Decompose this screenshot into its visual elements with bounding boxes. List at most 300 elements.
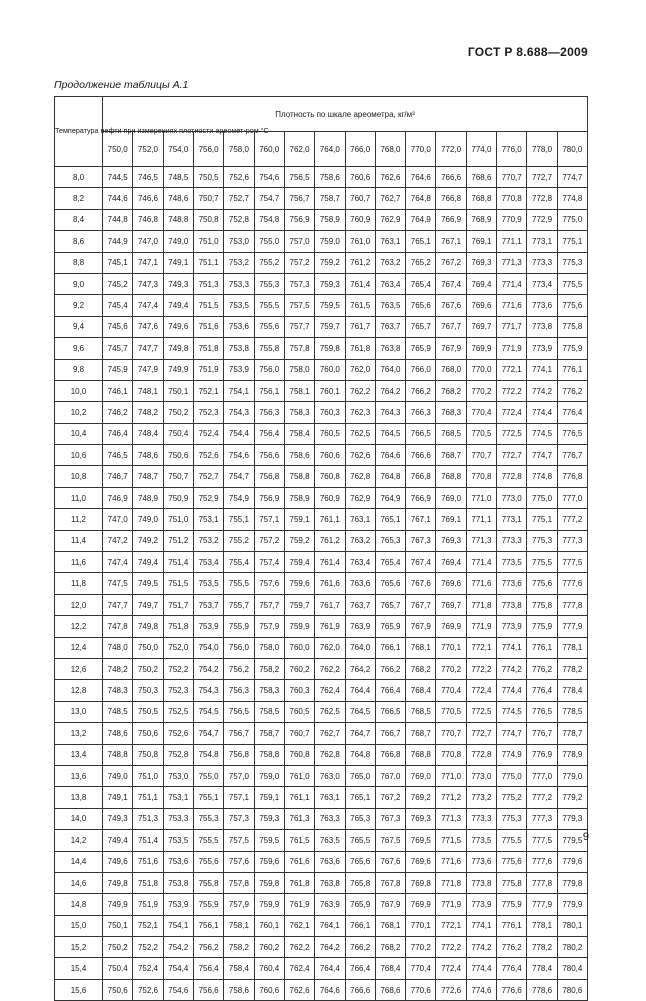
density-cell: 749,4 xyxy=(103,830,133,851)
density-cell: 774,1 xyxy=(466,915,496,936)
density-cell: 747,9 xyxy=(133,359,163,380)
density-cell: 753,1 xyxy=(163,787,193,808)
density-cell: 762,9 xyxy=(375,209,405,230)
density-cell: 767,9 xyxy=(375,894,405,915)
density-cell: 752,9 xyxy=(193,487,223,508)
density-cell: 771,5 xyxy=(436,830,466,851)
density-cell: 767,1 xyxy=(436,231,466,252)
density-cell: 774,4 xyxy=(527,402,557,423)
column-header: 778,0 xyxy=(527,132,557,167)
temperature-cell: 13,6 xyxy=(55,765,103,786)
density-cell: 762,7 xyxy=(315,723,345,744)
density-cell: 754,9 xyxy=(224,487,254,508)
density-cell: 747,3 xyxy=(133,273,163,294)
density-cell: 774,5 xyxy=(497,701,527,722)
density-cell: 754,3 xyxy=(193,680,223,701)
density-cell: 759,9 xyxy=(284,616,314,637)
density-cell: 751,6 xyxy=(193,316,223,337)
density-cell: 744,6 xyxy=(103,188,133,209)
density-cell: 751,1 xyxy=(193,252,223,273)
density-cell: 770,2 xyxy=(466,380,496,401)
density-cell: 768,9 xyxy=(466,209,496,230)
density-cell: 777,9 xyxy=(557,616,587,637)
density-cell: 753,6 xyxy=(224,316,254,337)
density-cell: 763,5 xyxy=(375,295,405,316)
density-cell: 780,6 xyxy=(557,979,587,1000)
density-cell: 753,8 xyxy=(224,338,254,359)
density-cell: 752,1 xyxy=(193,380,223,401)
density-cell: 760,9 xyxy=(315,487,345,508)
table-row xyxy=(55,316,588,337)
temperature-cell: 10,0 xyxy=(55,380,103,401)
density-cell: 762,0 xyxy=(315,637,345,658)
density-cell: 766,6 xyxy=(406,445,436,466)
density-cell: 772,2 xyxy=(466,658,496,679)
density-cell: 754,6 xyxy=(224,445,254,466)
density-cell: 763,9 xyxy=(345,616,375,637)
density-cell: 747,7 xyxy=(133,338,163,359)
density-cell: 748,2 xyxy=(103,658,133,679)
density-cell: 767,6 xyxy=(436,295,466,316)
density-cell: 747,7 xyxy=(103,594,133,615)
density-cell: 752,0 xyxy=(163,637,193,658)
header-row-columns xyxy=(55,132,588,167)
density-cell: 757,8 xyxy=(224,872,254,893)
density-cell: 751,9 xyxy=(133,894,163,915)
density-cell: 771,9 xyxy=(466,616,496,637)
density-cell: 756,2 xyxy=(224,658,254,679)
density-cell: 757,5 xyxy=(284,295,314,316)
density-cell: 768,7 xyxy=(436,445,466,466)
density-cell: 750,0 xyxy=(133,637,163,658)
density-cell: 751,4 xyxy=(163,552,193,573)
density-cell: 756,8 xyxy=(224,744,254,765)
density-cell: 778,4 xyxy=(527,958,557,979)
density-cell: 768,2 xyxy=(375,937,405,958)
density-cell: 777,5 xyxy=(527,830,557,851)
density-cell: 768,6 xyxy=(466,167,496,188)
table-row xyxy=(55,231,588,252)
density-cell: 745,4 xyxy=(103,295,133,316)
column-header: 780,0 xyxy=(557,132,587,167)
temperature-cell: 9,2 xyxy=(55,295,103,316)
density-cell: 756,5 xyxy=(224,701,254,722)
density-cell: 768,8 xyxy=(406,744,436,765)
density-cell: 759,9 xyxy=(254,894,284,915)
density-cell: 760,5 xyxy=(315,423,345,444)
table-row xyxy=(55,466,588,487)
temperature-cell: 8,0 xyxy=(55,167,103,188)
density-cell: 758,4 xyxy=(284,423,314,444)
density-cell: 746,5 xyxy=(103,445,133,466)
density-cell: 751,0 xyxy=(133,765,163,786)
density-cell: 773,9 xyxy=(466,894,496,915)
density-cell: 773,6 xyxy=(527,295,557,316)
table-row xyxy=(55,744,588,765)
density-cell: 764,7 xyxy=(345,723,375,744)
density-cell: 762,8 xyxy=(345,466,375,487)
density-cell: 749,2 xyxy=(133,530,163,551)
density-cell: 753,6 xyxy=(163,851,193,872)
density-cell: 761,4 xyxy=(345,273,375,294)
temperature-cell: 15,6 xyxy=(55,979,103,1000)
density-cell: 758,6 xyxy=(224,979,254,1000)
density-cell: 774,8 xyxy=(557,188,587,209)
density-cell: 763,6 xyxy=(315,851,345,872)
temperature-cell: 12,4 xyxy=(55,637,103,658)
density-cell: 756,1 xyxy=(193,915,223,936)
density-cell: 772,1 xyxy=(466,637,496,658)
density-cell: 764,6 xyxy=(315,979,345,1000)
density-cell: 775,6 xyxy=(557,295,587,316)
density-cell: 770,5 xyxy=(436,701,466,722)
density-cell: 749,8 xyxy=(133,616,163,637)
temperature-cell: 14,6 xyxy=(55,872,103,893)
density-cell: 764,3 xyxy=(375,402,405,423)
density-cell: 746,5 xyxy=(133,167,163,188)
density-cell: 766,8 xyxy=(406,466,436,487)
density-cell: 774,5 xyxy=(527,423,557,444)
density-cell: 763,4 xyxy=(345,552,375,573)
density-cell: 753,3 xyxy=(163,808,193,829)
density-cell: 759,5 xyxy=(315,295,345,316)
density-cell: 775,9 xyxy=(527,616,557,637)
density-cell: 762,9 xyxy=(345,487,375,508)
density-cell: 754,8 xyxy=(254,209,284,230)
density-cell: 769,1 xyxy=(466,231,496,252)
density-cell: 770,7 xyxy=(497,167,527,188)
density-cell: 775,1 xyxy=(527,509,557,530)
density-cell: 756,7 xyxy=(284,188,314,209)
temperature-cell: 14,2 xyxy=(55,830,103,851)
density-cell: 751,3 xyxy=(193,273,223,294)
density-cell: 747,8 xyxy=(103,616,133,637)
temperature-cell: 10,4 xyxy=(55,423,103,444)
density-cell: 774,8 xyxy=(527,466,557,487)
density-cell: 757,7 xyxy=(284,316,314,337)
density-cell: 771,6 xyxy=(436,851,466,872)
density-cell: 772,2 xyxy=(436,937,466,958)
density-cell: 770,8 xyxy=(497,188,527,209)
density-cell: 761,8 xyxy=(284,872,314,893)
density-cell: 773,6 xyxy=(497,573,527,594)
density-cell: 750,6 xyxy=(133,723,163,744)
density-cell: 769,0 xyxy=(436,487,466,508)
density-cell: 758,9 xyxy=(315,209,345,230)
density-cell: 750,6 xyxy=(163,445,193,466)
table-body xyxy=(55,167,588,1001)
density-cell: 746,2 xyxy=(103,402,133,423)
table-row xyxy=(55,552,588,573)
density-cell: 776,1 xyxy=(497,915,527,936)
density-cell: 757,7 xyxy=(254,594,284,615)
density-cell: 748,4 xyxy=(133,423,163,444)
density-cell: 758,9 xyxy=(284,487,314,508)
density-cell: 773,3 xyxy=(466,808,496,829)
density-cell: 774,7 xyxy=(497,723,527,744)
temperature-cell: 9,0 xyxy=(55,273,103,294)
density-cell: 763,8 xyxy=(315,872,345,893)
density-cell: 778,9 xyxy=(557,744,587,765)
density-cell: 773,8 xyxy=(497,594,527,615)
density-cell: 778,5 xyxy=(557,701,587,722)
density-cell: 772,6 xyxy=(436,979,466,1000)
density-cell: 760,1 xyxy=(315,380,345,401)
table-row xyxy=(55,830,588,851)
density-cell: 774,7 xyxy=(527,445,557,466)
density-cell: 762,4 xyxy=(284,958,314,979)
density-cell: 766,0 xyxy=(406,359,436,380)
density-cell: 758,7 xyxy=(254,723,284,744)
density-cell: 749,7 xyxy=(133,594,163,615)
density-cell: 759,3 xyxy=(254,808,284,829)
density-cell: 761,1 xyxy=(284,787,314,808)
density-cell: 760,2 xyxy=(254,937,284,958)
density-cell: 767,9 xyxy=(436,338,466,359)
density-cell: 771,9 xyxy=(436,894,466,915)
density-cell: 765,9 xyxy=(406,338,436,359)
density-cell: 775,5 xyxy=(527,552,557,573)
density-cell: 770,8 xyxy=(466,466,496,487)
density-cell: 765,6 xyxy=(345,851,375,872)
density-cell: 758,1 xyxy=(224,915,254,936)
column-header: 772,0 xyxy=(436,132,466,167)
density-cell: 763,3 xyxy=(315,808,345,829)
density-cell: 764,0 xyxy=(345,637,375,658)
density-cell: 758,0 xyxy=(284,359,314,380)
density-cell: 757,8 xyxy=(284,338,314,359)
density-cell: 764,2 xyxy=(345,658,375,679)
density-cell: 748,5 xyxy=(103,701,133,722)
density-cell: 760,9 xyxy=(345,209,375,230)
density-cell: 746,9 xyxy=(103,487,133,508)
density-cell: 775,2 xyxy=(497,787,527,808)
density-cell: 749,6 xyxy=(163,316,193,337)
density-cell: 767,7 xyxy=(436,316,466,337)
density-cell: 748,7 xyxy=(133,466,163,487)
density-cell: 752,3 xyxy=(193,402,223,423)
density-cell: 746,6 xyxy=(133,188,163,209)
density-cell: 747,5 xyxy=(103,573,133,594)
density-cell: 764,5 xyxy=(375,423,405,444)
density-cell: 755,5 xyxy=(254,295,284,316)
density-cell: 748,6 xyxy=(103,723,133,744)
density-cell: 768,6 xyxy=(375,979,405,1000)
density-cell: 772,1 xyxy=(497,359,527,380)
density-cell: 777,8 xyxy=(557,594,587,615)
density-cell: 764,9 xyxy=(375,487,405,508)
density-cell: 761,0 xyxy=(345,231,375,252)
density-cell: 778,6 xyxy=(527,979,557,1000)
density-cell: 772,5 xyxy=(466,701,496,722)
density-cell: 769,7 xyxy=(466,316,496,337)
table-row xyxy=(55,530,588,551)
density-cell: 748,9 xyxy=(133,487,163,508)
table-row xyxy=(55,445,588,466)
table-row xyxy=(55,273,588,294)
density-cell: 756,3 xyxy=(254,402,284,423)
density-cell: 749,4 xyxy=(163,295,193,316)
table-row xyxy=(55,487,588,508)
density-cell: 761,8 xyxy=(345,338,375,359)
density-cell: 765,4 xyxy=(406,273,436,294)
density-cell: 773,8 xyxy=(466,872,496,893)
table-row xyxy=(55,872,588,893)
density-cell: 771,3 xyxy=(436,808,466,829)
density-cell: 760,5 xyxy=(284,701,314,722)
density-cell: 778,1 xyxy=(527,915,557,936)
density-cell: 777,6 xyxy=(527,851,557,872)
density-cell: 751,9 xyxy=(193,359,223,380)
density-cell: 780,2 xyxy=(557,937,587,958)
density-cell: 757,4 xyxy=(254,552,284,573)
density-cell: 747,6 xyxy=(133,316,163,337)
density-cell: 768,5 xyxy=(406,701,436,722)
density-cell: 753,1 xyxy=(193,509,223,530)
density-cell: 772,8 xyxy=(527,188,557,209)
density-cell: 753,8 xyxy=(163,872,193,893)
density-cell: 763,7 xyxy=(345,594,375,615)
table-row xyxy=(55,637,588,658)
density-cell: 775,8 xyxy=(527,594,557,615)
density-cell: 776,9 xyxy=(527,744,557,765)
density-cell: 760,6 xyxy=(315,445,345,466)
density-cell: 762,5 xyxy=(345,423,375,444)
density-cell: 772,4 xyxy=(497,402,527,423)
density-cell: 776,4 xyxy=(527,680,557,701)
density-cell: 772,4 xyxy=(436,958,466,979)
density-cell: 759,0 xyxy=(315,231,345,252)
density-cell: 750,4 xyxy=(163,423,193,444)
table-row xyxy=(55,765,588,786)
density-cell: 765,3 xyxy=(375,530,405,551)
density-cell: 750,6 xyxy=(103,979,133,1000)
density-cell: 772,2 xyxy=(497,380,527,401)
density-cell: 754,1 xyxy=(224,380,254,401)
density-cell: 773,5 xyxy=(466,830,496,851)
density-cell: 772,5 xyxy=(497,423,527,444)
table-row xyxy=(55,359,588,380)
column-header: 768,0 xyxy=(375,132,405,167)
temperature-cell: 12,2 xyxy=(55,616,103,637)
density-cell: 775,6 xyxy=(527,573,557,594)
column-header: 762,0 xyxy=(284,132,314,167)
density-cell: 755,8 xyxy=(254,338,284,359)
density-cell: 754,6 xyxy=(163,979,193,1000)
density-cell: 759,6 xyxy=(284,573,314,594)
density-cell: 775,0 xyxy=(527,487,557,508)
density-cell: 766,1 xyxy=(375,637,405,658)
density-cell: 763,1 xyxy=(345,509,375,530)
density-cell: 776,4 xyxy=(557,402,587,423)
density-cell: 774,6 xyxy=(466,979,496,1000)
density-cell: 744,8 xyxy=(103,209,133,230)
density-cell: 775,9 xyxy=(497,894,527,915)
density-cell: 753,2 xyxy=(224,252,254,273)
temperature-cell: 12,6 xyxy=(55,658,103,679)
density-cell: 770,1 xyxy=(406,915,436,936)
density-cell: 760,0 xyxy=(284,637,314,658)
density-cell: 767,5 xyxy=(375,830,405,851)
density-cell: 756,4 xyxy=(254,423,284,444)
density-cell: 774,9 xyxy=(497,744,527,765)
temperature-cell: 12,0 xyxy=(55,594,103,615)
table-row xyxy=(55,701,588,722)
density-cell: 765,1 xyxy=(375,509,405,530)
density-cell: 769,4 xyxy=(466,273,496,294)
density-cell: 772,7 xyxy=(497,445,527,466)
column-header: 770,0 xyxy=(406,132,436,167)
density-cell: 774,7 xyxy=(557,167,587,188)
density-cell: 761,9 xyxy=(315,616,345,637)
density-cell: 773,9 xyxy=(497,616,527,637)
table-row xyxy=(55,937,588,958)
density-cell: 753,9 xyxy=(224,359,254,380)
density-cell: 768,1 xyxy=(375,915,405,936)
density-cell: 761,5 xyxy=(345,295,375,316)
density-cell: 751,0 xyxy=(193,231,223,252)
density-cell: 752,4 xyxy=(133,958,163,979)
density-cell: 767,3 xyxy=(375,808,405,829)
density-cell: 768,8 xyxy=(466,188,496,209)
density-cell: 752,6 xyxy=(163,723,193,744)
density-cell: 779,2 xyxy=(557,787,587,808)
density-cell: 773,2 xyxy=(466,787,496,808)
density-cell: 758,5 xyxy=(254,701,284,722)
density-cell: 769,9 xyxy=(466,338,496,359)
density-cell: 754,2 xyxy=(163,937,193,958)
density-cell: 749,8 xyxy=(163,338,193,359)
density-cell: 764,2 xyxy=(375,380,405,401)
density-cell: 768,4 xyxy=(375,958,405,979)
density-cell: 777,0 xyxy=(557,487,587,508)
column-header: 764,0 xyxy=(315,132,345,167)
temperature-header: Температура нефти при измерениях плотности ареомет-ром °С xyxy=(55,97,103,167)
density-cell: 763,9 xyxy=(315,894,345,915)
density-cell: 778,1 xyxy=(557,637,587,658)
density-cell: 754,2 xyxy=(193,658,223,679)
density-cell: 767,2 xyxy=(375,787,405,808)
density-cell: 779,5 xyxy=(557,830,587,851)
density-cell: 779,8 xyxy=(557,872,587,893)
density-cell: 767,1 xyxy=(406,509,436,530)
density-cell: 762,2 xyxy=(345,380,375,401)
density-cell: 769,6 xyxy=(406,851,436,872)
density-cell: 759,2 xyxy=(315,252,345,273)
density-cell: 755,0 xyxy=(254,231,284,252)
density-cell: 772,7 xyxy=(466,723,496,744)
density-cell: 759,1 xyxy=(254,787,284,808)
temperature-cell: 14,0 xyxy=(55,808,103,829)
density-cell: 774,2 xyxy=(527,380,557,401)
density-cell: 764,4 xyxy=(315,958,345,979)
density-cell: 757,0 xyxy=(224,765,254,786)
density-cell: 748,1 xyxy=(133,380,163,401)
density-cell: 762,6 xyxy=(345,445,375,466)
density-cell: 755,2 xyxy=(224,530,254,551)
temperature-cell: 8,2 xyxy=(55,188,103,209)
density-cell: 777,8 xyxy=(527,872,557,893)
density-cell: 769,0 xyxy=(406,765,436,786)
temperature-cell: 8,8 xyxy=(55,252,103,273)
density-cell: 777,5 xyxy=(557,552,587,573)
density-cell: 765,4 xyxy=(375,552,405,573)
density-cell: 764,8 xyxy=(375,466,405,487)
density-cell: 750,4 xyxy=(103,958,133,979)
temperature-cell: 9,4 xyxy=(55,316,103,337)
density-cell: 770,6 xyxy=(406,979,436,1000)
density-cell: 770,5 xyxy=(466,423,496,444)
